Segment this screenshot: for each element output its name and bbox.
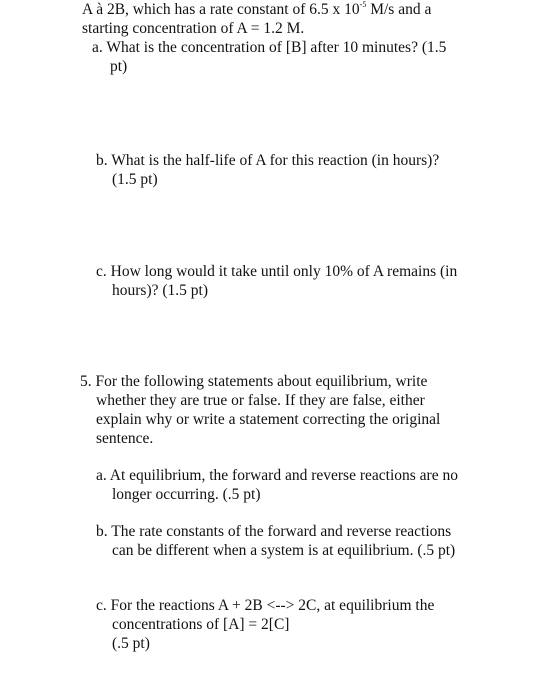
question-5c-line-3: (.5 pt) [112, 635, 150, 652]
question-b-line-2: (1.5 pt) [112, 171, 158, 188]
question-5c-line-2: concentrations of [A] = 2[C] [112, 616, 290, 633]
question-b-line-1: b. What is the half-life of A for this reaction (in hours)? [96, 152, 440, 169]
problem-statement-text: A à 2B, which has a rate constant of 6.5 x 10 [82, 1, 360, 18]
question-a-line-1: a. What is the concentration of [B] after 10 minutes? (1.5 [92, 39, 447, 56]
question-5-line-2: whether they are true or false. If they are false, either [96, 392, 425, 409]
question-5-line-4: sentence. [96, 430, 154, 447]
question-5c-line-1: c. For the reactions A + 2B <--> 2C, at equilibrium the [96, 597, 435, 614]
question-c-line-2: hours)? (1.5 pt) [112, 282, 208, 299]
question-5b-line-2: can be different when a system is at equilibrium. (.5 pt) [112, 542, 456, 559]
problem-statement-line-2: starting concentration of A = 1.2 M. [82, 20, 305, 37]
rate-constant-exponent: -5 [359, 0, 367, 9]
problem-statement-units: M/s and a [366, 1, 432, 18]
question-5-line-1: 5. For the following statements about equilibrium, write [80, 373, 428, 390]
question-c-line-1: c. How long would it take until only 10% of A remains (in [96, 263, 458, 280]
question-a-line-2: pt) [110, 58, 128, 75]
question-5a-line-2: longer occurring. (.5 pt) [112, 486, 261, 503]
question-5a-line-1: a. At equilibrium, the forward and reverse reactions are no [96, 467, 458, 484]
question-5b-line-1: b. The rate constants of the forward and reverse reactions [96, 523, 452, 540]
question-5-line-3: explain why or write a statement correcting the original [96, 411, 441, 428]
problem-statement-line-1 [82, 1, 431, 19]
